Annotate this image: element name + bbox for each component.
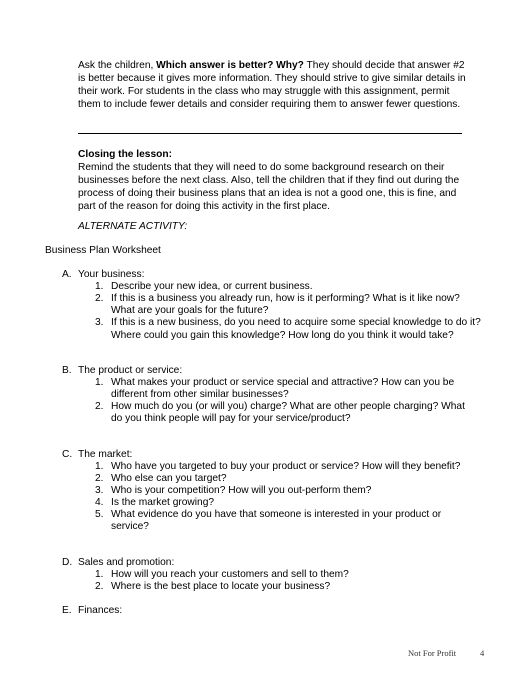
section-b-letter: B.: [62, 365, 72, 376]
alternate-activity-label: ALTERNATE ACTIVITY:: [78, 221, 188, 232]
item-text: service?: [111, 521, 149, 532]
closing-line: part of the reason for doing this activity in the first place.: [78, 201, 330, 212]
item-number: 1.: [95, 461, 104, 472]
closing-line: process of doing their business plans that an idea is not a good one, this is fine, and: [78, 188, 457, 199]
worksheet-title: Business Plan Worksheet: [45, 245, 161, 256]
section-b-title: The product or service:: [78, 365, 183, 376]
closing-section: [78, 148, 498, 213]
item-number: 3.: [95, 485, 104, 496]
horizontal-rule: [78, 133, 462, 134]
section-d-title: Sales and promotion:: [78, 557, 175, 568]
section-c-letter: C.: [62, 449, 73, 460]
footer-text: Not For Profit: [408, 648, 457, 658]
intro-paragraph: [78, 59, 498, 111]
item-number: 2.: [95, 401, 104, 412]
item-text: Describe your new idea, or current business.: [111, 281, 313, 292]
item-number: 5.: [95, 509, 104, 520]
section-c-title: The market:: [78, 449, 133, 460]
section-e-title: Finances:: [78, 605, 123, 616]
page-number: 4: [480, 648, 485, 658]
closing-line: Remind the students that they will need to do some background research on their: [78, 162, 445, 173]
item-text: If this is a business you already run, how is it performing? What is it like now?: [111, 293, 460, 304]
item-text: do you think people will pay for your service/product?: [111, 413, 351, 424]
intro-lead: Ask the children,: [78, 60, 157, 71]
section-a-letter: A.: [62, 269, 72, 280]
list-item: [95, 316, 495, 342]
list-item: [95, 376, 495, 402]
intro-line1-rest: They should decide that answer #2: [303, 60, 465, 71]
item-text: What makes your product or service special and attractive? How can you be: [111, 377, 455, 388]
item-text: Who have you targeted to buy your product or service? How will they benefit?: [111, 461, 461, 472]
item-number: 1.: [95, 569, 104, 580]
item-text: Is the market growing?: [111, 497, 215, 508]
closing-heading: Closing the lesson:: [78, 149, 172, 160]
item-text: different from other similar businesses?: [111, 389, 289, 400]
intro-line-1: [78, 59, 498, 72]
item-number: 2.: [95, 473, 104, 484]
section-d-letter: D.: [62, 557, 73, 568]
item-number: 2.: [95, 581, 104, 592]
closing-line: businesses before the next class. Also, tell the children that if they find out during the: [78, 175, 460, 186]
item-text: How will you reach your customers and sell to them?: [111, 569, 349, 580]
item-text: How much do you (or will you) charge? What are other people charging? What: [111, 401, 465, 412]
item-number: 1.: [95, 377, 104, 388]
item-text: Where is the best place to locate your business?: [111, 581, 331, 592]
item-number: 1.: [95, 281, 104, 292]
item-text: Who else can you target?: [111, 473, 227, 484]
list-item: [95, 400, 495, 426]
list-item: [95, 580, 495, 593]
intro-line-2: is better because it gives more information. They should strive to give similar details in: [78, 73, 466, 84]
item-number: 4.: [95, 497, 104, 508]
item-number: 2.: [95, 293, 104, 304]
intro-line-4: them to include fewer details and consider requiring them to answer fewer questions.: [78, 99, 461, 110]
intro-line-3: their work. For students in the class who may struggle with this assignment, permit: [78, 86, 450, 97]
item-text: What are your goals for the future?: [111, 305, 269, 316]
item-text: Who is your competition? How will you out-perform them?: [111, 485, 372, 496]
section-e-letter: E.: [62, 605, 72, 616]
intro-question: Which answer is better? Why?: [156, 60, 304, 71]
item-text: What evidence do you have that someone is interested in your product or: [111, 509, 442, 520]
section-a-title: Your business:: [78, 269, 145, 280]
list-item: [95, 292, 495, 318]
list-item: [95, 508, 495, 534]
item-text: If this is a new business, do you need to acquire some special knowledge to do it? Where could you gain this knowledge? How long do you think it would take?: [111, 317, 481, 341]
item-number: 3.: [95, 317, 104, 328]
